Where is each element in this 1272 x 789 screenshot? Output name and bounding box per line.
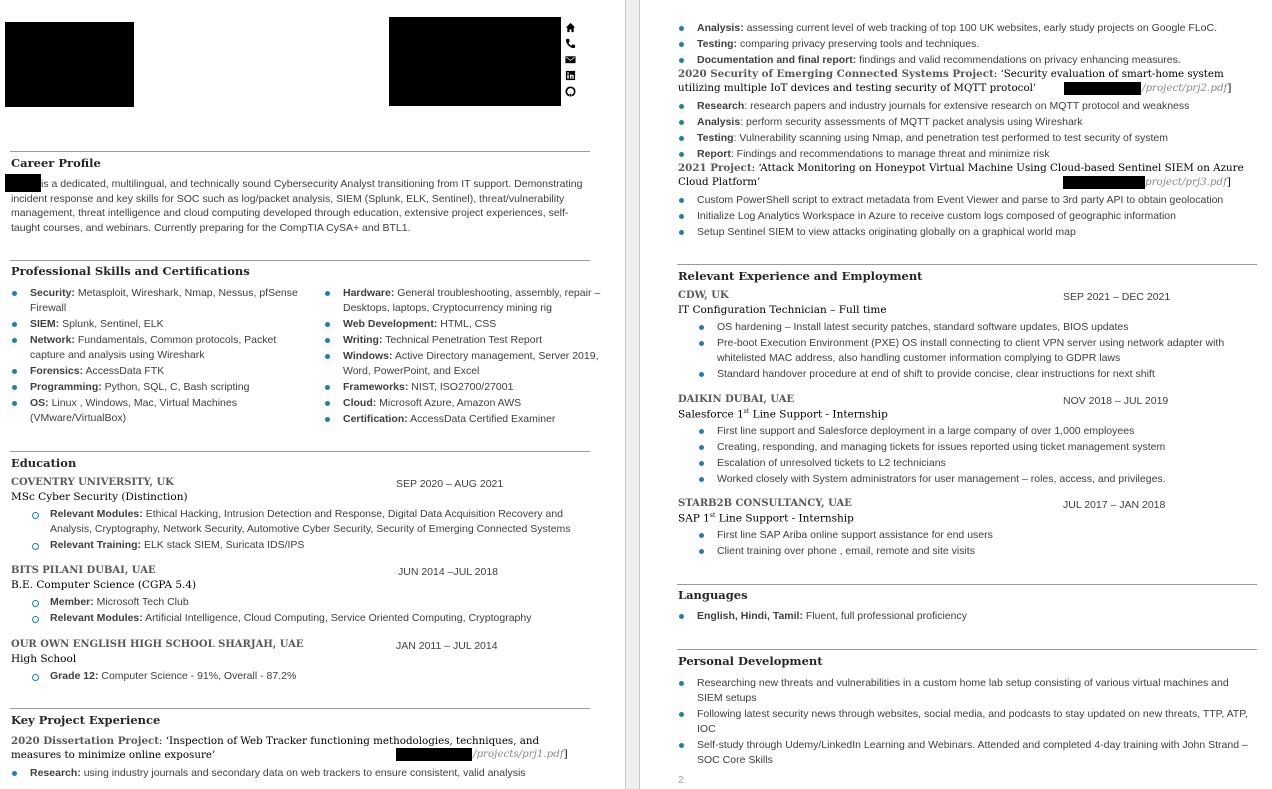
skill-item: SIEM: Splunk, Sentinel, ELK [11,317,311,332]
personal-development-heading: Personal Development [678,654,823,668]
redacted-link-prefix [1064,82,1141,95]
project-link[interactable]: project/prj3.pdf] [1145,176,1231,188]
job-duty-item: OS hardening – Install latest security patches, standard software updates, BIOS updates [698,320,1258,335]
project-detail-item: Documentation and final report: findings and valid recommendations on privacy enhancing measures. [678,53,1268,68]
job-duty-item: Pre-boot Execution Environment (PXE) OS install connecting to client VPN server using network adapter with whitelisted MAC address, also handling customer information complying to GDPR laws [698,336,1258,365]
skill-item: Writing: Technical Penetration Test Report [324,333,614,348]
skill-item: Cloud: Microsoft Azure, Amazon AWS [324,396,614,411]
education-org: COVENTRY UNIVERSITY, UK [11,477,174,488]
job-duty-item: First line support and Salesforce deployment in a large company of over 1,000 employees [698,424,1258,439]
job-duties [698,320,1258,383]
home-icon [565,22,576,35]
resume-page-1 [0,0,625,789]
education-date: JUN 2014 –JUL 2018 [398,566,499,578]
page-gutter [625,0,640,789]
skill-item: Web Development: HTML, CSS [324,317,614,332]
skills-list-right [324,286,614,428]
education-degree: B.E. Computer Science (CGPA 5.4) [11,579,197,591]
section-divider [10,451,590,452]
job-role: Salesforce 1st Line Support - Internship [678,408,888,421]
skill-item: Programming: Python, SQL, C, Bash scripting [11,380,311,395]
projects-heading: Key Project Experience [11,713,161,727]
project-details [678,99,1268,163]
project-name: 2020 Dissertation Project [11,735,160,747]
education-heading: Education [11,456,77,470]
job-duties [698,528,1258,560]
job-duty-item: Standard handover procedure at end of shift to provide concise, clear instructions for next shift [698,367,1258,382]
skills-list-left [11,286,311,427]
project-details-continued [678,21,1268,69]
education-detail-item: Relevant Modules: Ethical Hacking, Intrusion Detection and Response, Digital Data Acquisition Recovery and Analysis, Cryptography, Network Security, Automotive Cyber Security, Security of Emerging Connected Systems [31,507,601,536]
education-org: OUR OWN ENGLISH HIGH SCHOOL SHARJAH, UAE [11,639,304,650]
project-detail-item: Analysis: assessing current level of web tracking of top 100 UK websites, early study projects on Google FLoC. [678,21,1268,36]
education-date: JAN 2011 – JUL 2014 [396,640,498,652]
education-detail-item: Member: Microsoft Tech Club [31,595,601,610]
github-icon [565,86,576,99]
section-divider [677,264,1257,265]
employer-name: STARB2B CONSULTANCY, UAE [678,498,852,509]
project-detail-item: Report: Findings and recommendations to manage threat and minimize risk [678,147,1268,162]
project-detail-item: Analysis: perform security assessments of MQTT packet analysis using Wireshark [678,115,1268,130]
education-detail-item: Relevant Modules: Artificial Intelligence, Cloud Computing, Service Oriented Computing, Cryptography [31,611,601,626]
project-description: : ‘Security evaluation of smart-home system utilizing multiple IoT devices and testing security of MQTT protocol’ [678,68,1224,94]
job-duty-item: Client training over phone , email, remote and site visits [698,544,1258,559]
contact-icons [563,22,577,99]
education-date: SEP 2020 – AUG 2021 [396,478,504,490]
language-item: English, Hindi, Tamil: Fluent, full professional proficiency [678,609,1258,624]
skill-item: Network: Fundamentals, Common protocols, Packet capture and analysis using Wireshark [11,333,311,363]
education-details [31,595,601,627]
career-profile-line1: is a dedicated, multilingual, and technically sound Cybersecurity Analyst transitioning from IT support. [41,178,512,190]
section-divider [10,260,590,261]
job-duty-item: Escalation of unresolved tickets to L2 technicians [698,456,1258,471]
employment-date: NOV 2018 – JUL 2019 [1063,395,1169,407]
project-detail-item: Setup Sentinel SIEM to view attacks originating globally on a graphical world map [678,225,1268,240]
languages-list [678,609,1258,625]
skill-item: Windows: Active Directory management, Server 2019, Word, PowerPoint, and Excel [324,349,614,379]
project-detail-item: Custom PowerShell script to extract metadata from Event Viewer and parse to 3rd party API to obtain geolocation [678,193,1268,208]
employment-date: JUL 2017 – JAN 2018 [1063,499,1166,511]
languages-heading: Languages [678,588,748,602]
career-profile-heading: Career Profile [11,156,101,170]
email-icon [565,54,576,67]
education-details [31,669,601,685]
education-details [31,507,601,554]
job-role: SAP 1st Line Support - Internship [678,512,854,525]
job-duty-item: Worked closely with System administrators for user management – roles, access, and privileges. [698,472,1258,487]
career-profile-text [11,177,596,235]
employer-name: DAIKIN DUBAI, UAE [678,394,795,405]
development-item: Researching new threats and vulnerabilities in a custom home lab setup consisting of various virtual machines and SIEM setups [678,676,1253,706]
personal-development-list [678,676,1253,769]
project-detail-item: Testing: Vulnerability scanning using Nmap, and penetration test performed to test security of system [678,131,1268,146]
project-detail-item: Research: research papers and industry journals for extensive research on MQTT protocol and weakness [678,99,1268,114]
skills-heading: Professional Skills and Certifications [11,264,250,278]
section-divider [10,708,590,709]
career-profile-rest: Demonstrating incident response and key skills for SOC such as log/packet analysis, SIEM (Splunk, ELK, Sentinel), threat/vulnerability management, threat intelligence and cloud computing developed through education, extensive project experiences, self-taught courses, and webinars. Currently preparing for the CompTIA CySA+ and BTL1. [11,178,583,234]
page-number: 2 [678,775,684,786]
linkedin-icon [565,70,576,83]
project-name: 2021 Project [678,162,752,174]
employer-name: CDW, UK [678,290,729,301]
skill-item: Certification: AccessData Certified Examiner [324,412,614,427]
redacted-contact-block [389,17,561,106]
skill-item: OS: Linux , Windows, Mac, Virtual Machines (VMware/VirtualBox) [11,396,311,426]
skill-item: Hardware: General troubleshooting, assembly, repair – Desktops, laptops, Cryptocurrency mining rig [324,286,614,316]
project-link-text[interactable]: /projects/prj1.pdf [473,748,564,760]
section-divider [10,151,590,152]
phone-icon [565,38,576,51]
development-item: Self-study through Udemy/LinkedIn Learning and Webinars. Attended and completed 4-day training with John Strand – SOC Core Skills [678,738,1253,768]
project-detail-item: Testing: comparing privacy preserving tools and techniques. [678,37,1268,52]
job-role: IT Configuration Technician – Full time [678,304,887,316]
redacted-link-prefix [1063,176,1145,189]
project-description: : ‘Attack Monitoring on Honeypot Virtual Machine Using Cloud-based Sentinel SIEM on Azure Cloud Platform’ [678,162,1244,188]
redacted-link-prefix [396,748,472,761]
development-item: Following latest security news through websites, social media, and podcasts to stay updated on new threats, TTP, ATP, IOC [678,707,1253,737]
section-divider [677,584,1257,585]
employment-date: SEP 2021 – DEC 2021 [1063,291,1171,303]
education-detail-item: Grade 12: Computer Science - 91%, Overall - 87.2% [31,669,601,684]
section-divider [677,649,1257,650]
project-link[interactable]: /projects/prj1.pdf] [473,748,568,760]
education-degree: MSc Cyber Security (Distinction) [11,491,188,503]
project-details [678,193,1268,241]
skill-item: Frameworks: NIST, ISO2700/27001 [324,380,614,395]
education-degree: High School [11,653,77,665]
project-name: 2020 Security of Emerging Connected Systems Project [678,68,994,80]
experience-heading: Relevant Experience and Employment [678,269,923,283]
skill-item: Security: Metasploit, Wireshark, Nmap, Nessus, pfSense Firewall [11,286,311,316]
project-link[interactable]: /project/prj2.pdf] [1142,82,1232,94]
project-description: : ‘Inspection of Web Tracker functioning methodologies, techniques, and measures to minimize online exposure’ [11,735,540,761]
project-link-text[interactable]: /project/prj2.pdf [1142,82,1228,94]
education-org: BITS PILANI DUBAI, UAE [11,565,156,576]
redacted-photo [5,22,134,107]
job-duty-item: Creating, responding, and managing tickets for issues reported using ticket management system [698,440,1258,455]
project-details [11,766,611,782]
education-detail-item: Relevant Training: ELK stack SIEM, Suricata IDS/IPS [31,538,601,553]
job-duty-item: First line SAP Ariba online support assistance for end users [698,528,1258,543]
project-detail-item: Research: using industry journals and secondary data on web trackers to ensure consistent, valid analysis [11,766,611,781]
project-link-text[interactable]: project/prj3.pdf [1145,176,1227,188]
job-duties [698,424,1258,488]
skill-item: Forensics: AccessData FTK [11,364,311,379]
project-detail-item: Initialize Log Analytics Workspace in Azure to receive custom logs composed of geographic information [678,209,1268,224]
